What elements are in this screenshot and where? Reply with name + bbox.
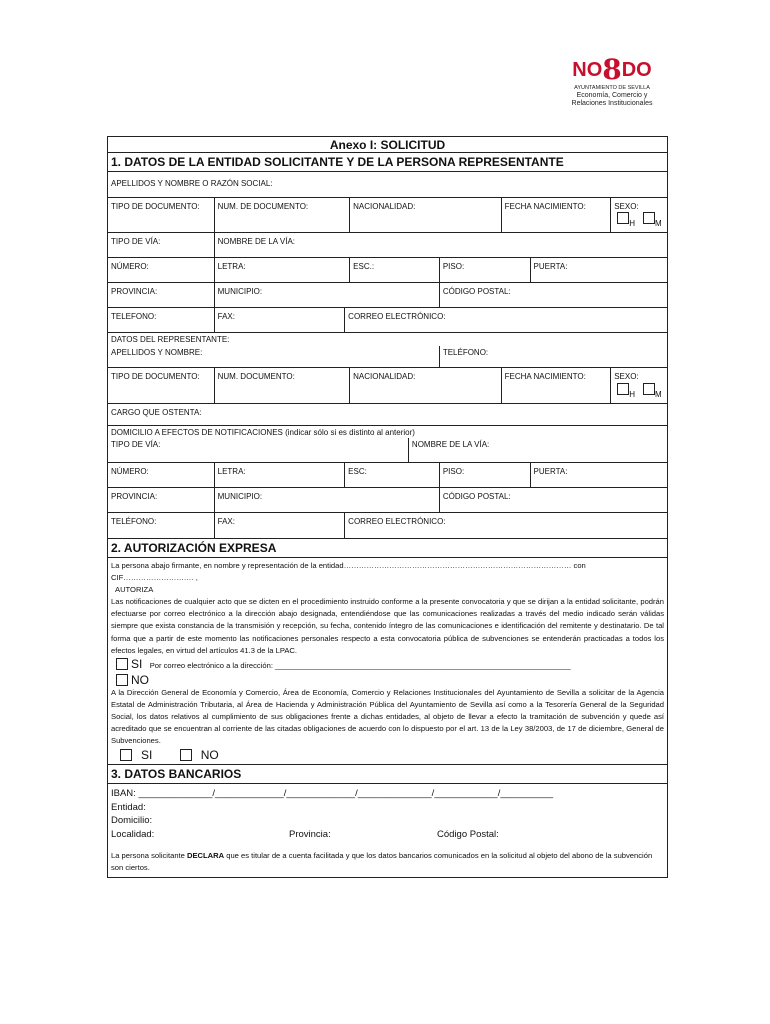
section2-heading: 2. AUTORIZACIÓN EXPRESA — [108, 539, 667, 558]
solicitud-form — [107, 136, 668, 878]
codigo-postal-label: CÓDIGO POSTAL: — [442, 287, 511, 296]
logo-wordmark — [560, 53, 664, 86]
rep-sexo-m-label: M — [654, 390, 662, 399]
dom-provincia-label: PROVINCIA: — [111, 492, 158, 501]
logo-line3: Relaciones Institucionales — [571, 100, 653, 107]
rep-fecha-nacimiento-label: FECHA NACIMIENTO: — [504, 372, 586, 381]
dom-letra-field[interactable] — [215, 463, 346, 487]
dom-telefono-field[interactable] — [108, 513, 215, 538]
declaracion-paragraph — [111, 850, 664, 874]
autoriza-label: AUTORIZA — [115, 585, 154, 595]
rep-tipo-documento-field[interactable] — [108, 368, 215, 403]
dom-municipio-label: MUNICIPIO: — [217, 492, 263, 501]
datos-bancarios-block — [108, 784, 667, 878]
fax-field[interactable] — [215, 308, 346, 332]
puerta-field[interactable] — [531, 258, 668, 282]
fax-label: FAX: — [217, 312, 235, 321]
dom-municipio-field[interactable] — [215, 488, 440, 512]
dom-fax-field[interactable] — [215, 513, 346, 538]
dom-piso-field[interactable] — [440, 463, 531, 487]
bank-provincia-field[interactable]: Provincia: — [289, 828, 331, 840]
dom-codigo-postal-field[interactable] — [440, 488, 667, 512]
no-label: NO — [131, 672, 149, 687]
tipo-documento-field[interactable] — [108, 198, 215, 232]
dom-puerta-label: PUERTA: — [533, 467, 568, 476]
rep-apellidos-field[interactable] — [108, 346, 440, 367]
telefono-field[interactable] — [108, 308, 215, 332]
sexo-field — [611, 198, 667, 232]
tipo-documento-label: TIPO DE DOCUMENTO: — [111, 202, 200, 211]
rep-fecha-nacimiento-field[interactable] — [502, 368, 612, 403]
bank-codigo-postal-field[interactable]: Código Postal: — [437, 828, 499, 840]
numero-field[interactable] — [108, 258, 215, 282]
form-title: Anexo I: SOLICITUD — [108, 137, 667, 153]
autorizacion-block — [108, 558, 667, 765]
esc-label: ESC.: — [353, 262, 375, 271]
fecha-nacimiento-field[interactable] — [502, 198, 612, 232]
rep-telefono-label: TELÉFONO: — [442, 348, 489, 357]
rep-num-documento-label: NUM. DOCUMENTO: — [217, 372, 295, 381]
rep-sexo-field — [611, 368, 667, 403]
logo-line1: AYUNTAMIENTO DE SEVILLA — [574, 85, 650, 91]
nacionalidad-field[interactable] — [350, 198, 501, 232]
provincia-field[interactable] — [108, 283, 215, 307]
dom-provincia-field[interactable] — [108, 488, 215, 512]
no-option — [108, 673, 667, 687]
dom-esc-label: ESC: — [348, 467, 367, 476]
codigo-postal-field[interactable] — [440, 283, 667, 307]
rep-num-documento-field[interactable] — [215, 368, 351, 403]
domicilio-field[interactable]: Domicilio: — [111, 815, 153, 827]
correo-direccion-line[interactable]: Por correo electrónico a la dirección: ______________________________________________________________________ — [149, 660, 571, 670]
esc-field[interactable] — [350, 258, 440, 282]
puerta-label: PUERTA: — [533, 262, 568, 271]
logo-eight: 8 — [602, 53, 622, 86]
dom-correo-field[interactable] — [345, 513, 667, 538]
domicilio-heading: DOMICILIO A EFECTOS DE NOTIFICACIONES (indicar sólo si es distinto al anterior) — [111, 428, 415, 437]
si2-checkbox[interactable] — [120, 749, 132, 761]
tipo-via-field[interactable] — [108, 233, 215, 257]
num-documento-label: NUM. DE DOCUMENTO: — [217, 202, 309, 211]
logo-word-left: NO — [572, 59, 603, 81]
apellidos-label: APELLIDOS Y NOMBRE O RAZÓN SOCIAL: — [111, 179, 273, 188]
municipio-label: MUNICIPIO: — [217, 287, 263, 296]
dom-fax-label: FAX: — [217, 517, 235, 526]
si-checkbox[interactable] — [116, 658, 128, 670]
logo-word-right: DO — [621, 59, 652, 81]
cargo-field[interactable] — [108, 404, 667, 425]
cif-line: CIF…………………….… , — [111, 573, 198, 583]
section1-heading: 1. DATOS DE LA ENTIDAD SOLICITANTE Y DE LA PERSONA REPRESENTANTE — [108, 153, 667, 172]
dom-numero-field[interactable] — [108, 463, 215, 487]
no-checkbox[interactable] — [116, 674, 128, 686]
correo-label: CORREO ELECTRÓNICO: — [348, 312, 446, 321]
dom-letra-label: LETRA: — [217, 467, 246, 476]
sexo-label: SEXO: — [614, 202, 639, 211]
rep-sexo-label: SEXO: — [614, 372, 639, 381]
rep-sexo-m-checkbox[interactable] — [643, 383, 655, 395]
no2-label: NO — [200, 748, 219, 763]
sexo-h-checkbox[interactable] — [617, 212, 629, 224]
rep-sexo-h-label: H — [629, 390, 635, 399]
sexo-m-label: M — [654, 219, 662, 228]
dom-codigo-postal-label: CÓDIGO POSTAL: — [442, 492, 511, 501]
si-label: SI — [131, 656, 143, 671]
entidad-line: La persona abajo firmante, en nombre y representación de la entidad……………………………………………………………………………… con — [111, 561, 586, 570]
declara-bold: DECLARA — [187, 851, 225, 861]
sexo-m-checkbox[interactable] — [643, 212, 655, 224]
declara-pre: La persona solicitante — [111, 851, 187, 861]
dom-numero-label: NÚMERO: — [111, 467, 149, 476]
rep-sexo-h-checkbox[interactable] — [617, 383, 629, 395]
num-documento-field[interactable] — [215, 198, 351, 232]
rep-nacionalidad-label: NACIONALIDAD: — [353, 372, 416, 381]
datos-tributarios-paragraph: A la Dirección General de Economía y Comercio, Área de Economía, Comercio y Relaciones Institucionales del Ayuntamiento de Sevilla a solicitar de la Agencia Estatal de Administración Tributaria, al Área de Hacienda y Administración Pública del Ayuntamiento de Sevilla así como a la Tesorería General de la Seguridad Social, los datos relativos al cumplimiento de sus obligaciones frente a dichas entidades, al objeto de llevar a efecto la tramitación de subvención y quede así acreditado que se encuentran al corriente de las citadas obligaciones de acuerdo con lo dispuesto por el art. 13 de la Ley 38/2003, de 17 de diciembre, General de Subvenciones. — [111, 687, 664, 746]
rep-apellidos-label: APELLIDOS Y NOMBRE: — [111, 348, 203, 357]
logo-line2: Economía, Comercio y — [576, 92, 648, 99]
dom-puerta-field[interactable] — [531, 463, 668, 487]
numero-label: NÚMERO: — [111, 262, 149, 271]
letra-label: LETRA: — [217, 262, 246, 271]
dom-nombre-via-field[interactable] — [409, 438, 667, 462]
dom-esc-field[interactable] — [345, 463, 440, 487]
apellidos-razon-social-field[interactable] — [108, 172, 667, 197]
rep-telefono-field[interactable] — [440, 346, 667, 367]
ayuntamiento-logo — [560, 53, 664, 108]
iban-field[interactable]: IBAN: ______________/_____________/_____________/______________/____________/__________ — [111, 788, 554, 800]
si2-label: SI — [141, 748, 153, 763]
nombre-via-field[interactable] — [215, 233, 667, 257]
declara-post: que es titular de a cuenta facilitada y que los datos bancarios comunicados en la solicitud al objeto del abono de la subvención son ciertos. — [111, 851, 653, 873]
correo-field[interactable] — [345, 308, 667, 332]
provincia-label: PROVINCIA: — [111, 287, 158, 296]
letra-field[interactable] — [215, 258, 351, 282]
piso-label: PISO: — [442, 262, 465, 271]
section3-heading: 3. DATOS BANCARIOS — [108, 765, 667, 784]
dom-nombre-via-label: NOMBRE DE LA VÍA: — [411, 440, 490, 449]
si-option — [108, 657, 667, 673]
dom-piso-label: PISO: — [442, 467, 465, 476]
nacionalidad-label: NACIONALIDAD: — [353, 202, 416, 211]
rep-tipo-documento-label: TIPO DE DOCUMENTO: — [111, 372, 200, 381]
tipo-via-label: TIPO DE VÍA: — [111, 237, 161, 246]
nombre-via-label: NOMBRE DE LA VÍA: — [217, 237, 295, 246]
telefono-label: TELEFONO: — [111, 312, 157, 321]
fecha-nacimiento-label: FECHA NACIMIENTO: — [504, 202, 586, 211]
dom-correo-label: CORREO ELECTRÓNICO: — [348, 517, 446, 526]
piso-field[interactable] — [440, 258, 531, 282]
dom-telefono-label: TELÉFONO: — [111, 517, 157, 526]
cargo-label: CARGO QUE OSTENTA: — [111, 408, 202, 417]
notificaciones-paragraph: Las notificaciones de cualquier acto que se dicten en el procedimiento instruido conforme a la presente convocatoria y que se dirijan a la entidad solicitante, podrán efectuarse por correo electrónico a la dirección abajo designada, entendiéndose que las comunicaciones realizadas a través del medio indicado serán válidas siempre que exista constancia de la transmisión y recepción, su fecha, contenido íntegro de las comunicaciones e identificación del remitente y destinatario. De tal forma que a partir de este momento las notificaciones personales respecto a esta convocatoria pública de subvenciones se entenderán practicadas a todos los efectos legales, en virtud del artículos 41.3 de la LPAC. — [111, 597, 664, 655]
no2-checkbox[interactable] — [180, 749, 192, 761]
entidad-field[interactable]: Entidad: — [111, 801, 146, 813]
rep-nacionalidad-field[interactable] — [350, 368, 501, 403]
localidad-field[interactable]: Localidad: — [111, 828, 155, 840]
dom-tipo-via-field[interactable] — [108, 438, 409, 462]
si-no-options-2 — [108, 748, 667, 762]
sexo-h-label: H — [629, 219, 635, 228]
dom-tipo-via-label: TIPO DE VÍA: — [111, 440, 161, 449]
municipio-field[interactable] — [215, 283, 440, 307]
datos-representante-heading: DATOS DEL REPRESENTANTE: — [111, 335, 230, 344]
